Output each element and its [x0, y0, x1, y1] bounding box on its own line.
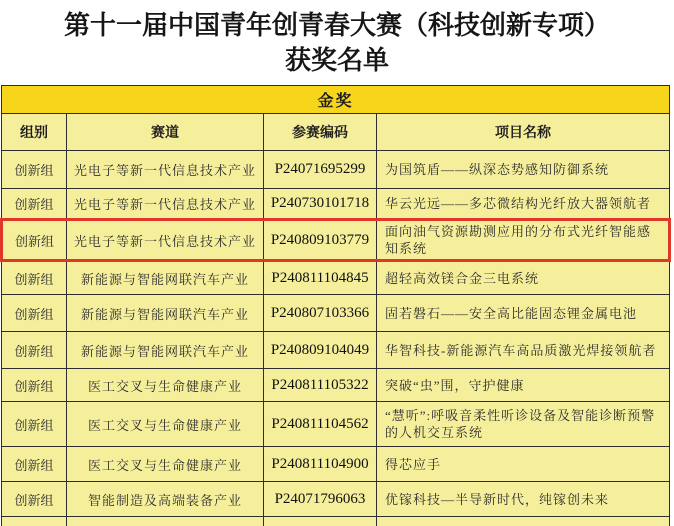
code-cell: P240809103779: [264, 220, 377, 261]
table-row: [2, 151, 670, 189]
header-group: 组别: [2, 114, 67, 151]
empty-cell: [377, 517, 670, 526]
group-cell: 创新组: [2, 482, 67, 517]
track-cell: 智能制造及高端装备产业: [67, 482, 264, 517]
track-cell: 新能源与智能网联汽车产业: [67, 261, 264, 295]
code-cell: P240811105322: [264, 369, 377, 402]
track-cell: 医工交叉与生命健康产业: [67, 369, 264, 402]
table-header-row: [2, 114, 670, 151]
group-cell: 创新组: [2, 189, 67, 220]
track-cell: 医工交叉与生命健康产业: [67, 402, 264, 447]
track-cell: 光电子等新一代信息技术产业: [67, 151, 264, 189]
project-cell: 优镓科技—半导新时代，纯镓创未来: [377, 482, 670, 517]
awards-table: [0, 85, 671, 526]
empty-cell: [2, 517, 67, 526]
group-cell: 创新组: [2, 447, 67, 482]
table-row-partial: [2, 517, 670, 526]
document-title-line1: 第十一届中国青年创青春大赛（科技创新专项）: [63, 11, 610, 40]
track-cell: 光电子等新一代信息技术产业: [67, 220, 264, 261]
awards-table-body: [2, 151, 670, 526]
header-track: 赛道: [67, 114, 264, 151]
group-cell: 创新组: [2, 261, 67, 295]
project-cell: 超轻高效镁合金三电系统: [377, 261, 670, 295]
document-title: [0, 0, 674, 78]
track-cell: 新能源与智能网联汽车产业: [67, 332, 264, 369]
header-project: 项目名称: [377, 114, 670, 151]
project-cell: 得芯应手: [377, 447, 670, 482]
table-row: [2, 369, 670, 402]
empty-cell: [67, 517, 264, 526]
track-cell: 新能源与智能网联汽车产业: [67, 295, 264, 332]
header-code: 参赛编码: [264, 114, 377, 151]
project-cell: 固若磐石——安全高比能固态锂金属电池: [377, 295, 670, 332]
code-cell: P240730101718: [264, 189, 377, 220]
project-cell: 为国筑盾——纵深态势感知防御系统: [377, 151, 670, 189]
table-row: [2, 402, 670, 447]
group-cell: 创新组: [2, 402, 67, 447]
table-row: [2, 482, 670, 517]
table-row: [2, 189, 670, 220]
group-cell: 创新组: [2, 295, 67, 332]
code-cell: P240807103366: [264, 295, 377, 332]
group-cell: 创新组: [2, 369, 67, 402]
document-title-line2: 获奖名单: [284, 46, 389, 75]
project-cell: “慧听”:呼吸音柔性听诊设备及智能诊断预警的人机交互系统: [377, 402, 670, 447]
code-cell: P24071796063: [264, 482, 377, 517]
project-cell: 华云光远——多芯微结构光纤放大器领航者: [377, 189, 670, 220]
project-cell: 突破“虫”围，守护健康: [377, 369, 670, 402]
table-row: [2, 447, 670, 482]
empty-cell: [264, 517, 377, 526]
code-cell: P24071695299: [264, 151, 377, 189]
table-row-highlighted: [2, 220, 670, 261]
table-row: [2, 295, 670, 332]
group-cell: 创新组: [2, 220, 67, 261]
table-row: [2, 261, 670, 295]
code-cell: P240809104049: [264, 332, 377, 369]
table-row: [2, 332, 670, 369]
code-cell: P240811104845: [264, 261, 377, 295]
group-cell: 创新组: [2, 151, 67, 189]
code-cell: P240811104900: [264, 447, 377, 482]
group-cell: 创新组: [2, 332, 67, 369]
section-band-gold: 金奖: [2, 86, 670, 114]
section-band-row: [2, 86, 670, 114]
project-cell: 华智科技-新能源汽车高品质激光焊接领航者: [377, 332, 670, 369]
track-cell: 医工交叉与生命健康产业: [67, 447, 264, 482]
track-cell: 光电子等新一代信息技术产业: [67, 189, 264, 220]
code-cell: P240811104562: [264, 402, 377, 447]
project-cell: 面向油气资源勘测应用的分布式光纤智能感知系统: [377, 220, 670, 261]
